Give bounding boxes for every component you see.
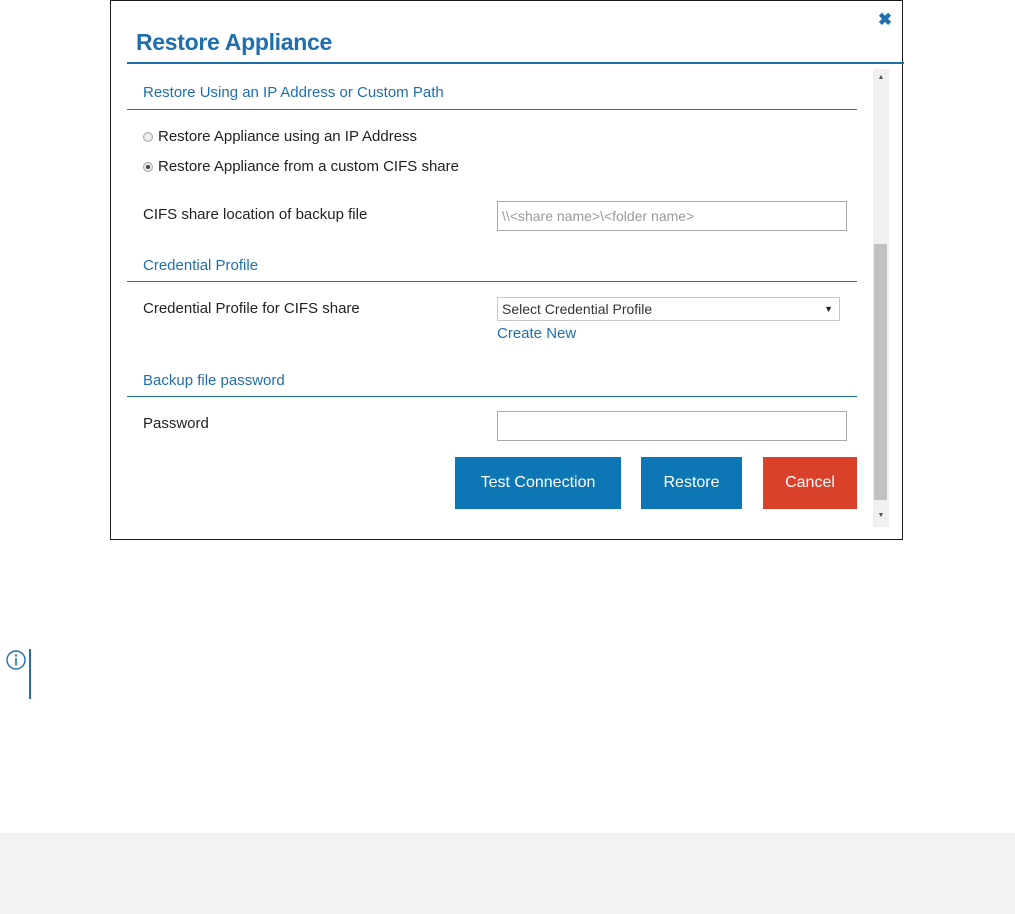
footer-band	[0, 833, 1015, 914]
cancel-button[interactable]: Cancel	[763, 457, 857, 509]
password-label: Password	[143, 415, 209, 432]
scrollbar-thumb[interactable]	[874, 244, 887, 500]
note-accent-bar	[29, 649, 31, 699]
radio-restore-cifs[interactable]	[143, 158, 459, 175]
credential-profile-select[interactable]	[497, 297, 840, 321]
credential-profile-select-value: Select Credential Profile	[502, 301, 653, 317]
info-note	[5, 649, 31, 699]
credential-profile-label: Credential Profile for CIFS share	[143, 300, 360, 317]
radio-restore-ip[interactable]	[143, 128, 417, 145]
restore-button[interactable]: Restore	[641, 457, 742, 509]
dropdown-arrow-icon: ▼	[824, 304, 833, 314]
scroll-down-icon[interactable]: ▼	[877, 512, 885, 519]
cifs-location-input[interactable]	[497, 201, 847, 231]
test-connection-button[interactable]: Test Connection	[455, 457, 621, 509]
section-title-restore-method: Restore Using an IP Address or Custom Path	[143, 84, 444, 101]
section-divider	[127, 281, 857, 282]
section-title-credential-profile: Credential Profile	[143, 257, 259, 274]
info-icon	[5, 649, 27, 671]
scroll-up-icon[interactable]: ▲	[877, 74, 885, 81]
radio-label-cifs: Restore Appliance from a custom CIFS share	[158, 158, 459, 175]
dialog-title: Restore Appliance	[136, 29, 332, 55]
cifs-location-label: CIFS share location of backup file	[143, 206, 368, 223]
restore-appliance-dialog	[110, 0, 903, 540]
radio-button-ip[interactable]	[143, 132, 153, 142]
radio-button-cifs[interactable]	[143, 162, 153, 172]
radio-label-ip: Restore Appliance using an IP Address	[158, 128, 418, 145]
section-title-backup-password: Backup file password	[143, 372, 285, 389]
close-icon[interactable]: ✖	[877, 10, 893, 29]
password-input[interactable]	[497, 411, 847, 441]
create-new-link[interactable]: Create New	[497, 325, 577, 342]
section-divider	[127, 396, 857, 397]
section-divider	[127, 109, 857, 110]
dialog-scrollbar[interactable]	[873, 69, 889, 527]
